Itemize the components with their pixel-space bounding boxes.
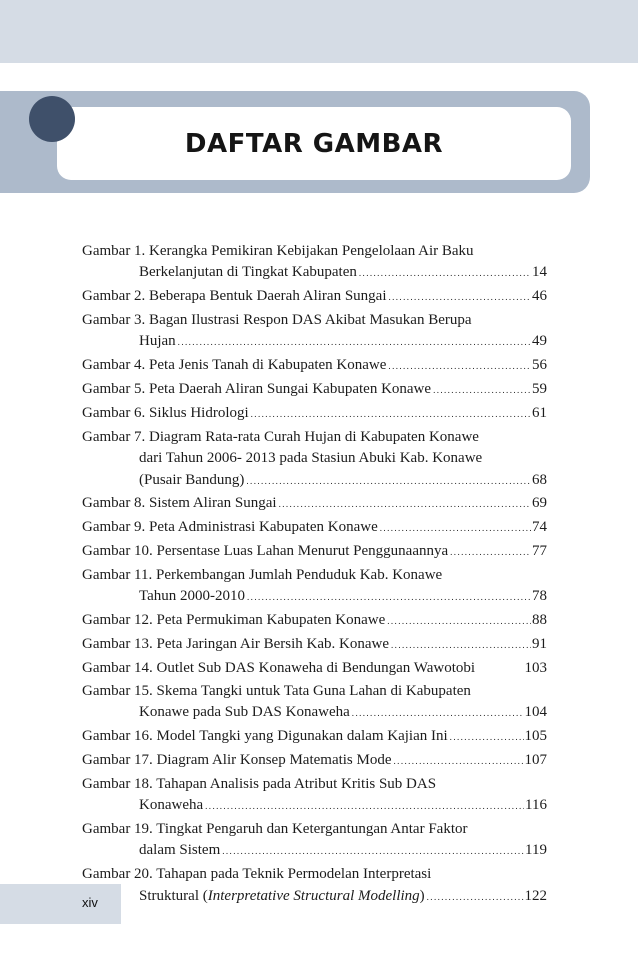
entry-title: Gambar 14. Outlet Sub DAS Konaweha di Bendungan Wawotobi (82, 660, 476, 677)
entry-title: Gambar 2. Beberapa Bentuk Daerah Aliran Sungai (82, 288, 387, 305)
dot-leader (388, 356, 531, 377)
dot-leader (246, 471, 531, 492)
dot-leader (247, 587, 531, 608)
entry-continuation-line (82, 702, 547, 724)
entry-title: Gambar 20. Tahapan pada Teknik Permodelan Interpretasi (82, 866, 432, 883)
entry-title: Gambar 8. Sistem Aliran Sungai (82, 495, 277, 512)
entry-title-line (82, 819, 547, 840)
entry-title-line (82, 310, 547, 331)
dot-leader (394, 751, 524, 772)
entry-page-number: 91 (532, 636, 547, 653)
entry-title-italic: Interpretative Structural Modelling (207, 887, 420, 904)
entry-continuation-line (82, 586, 547, 608)
entry-page-number: 119 (525, 842, 547, 859)
entry-title-line (82, 774, 547, 795)
dot-leader (391, 635, 531, 656)
list-item[interactable] (82, 864, 547, 908)
entry-page-number: 88 (532, 612, 547, 629)
list-item[interactable] (82, 750, 547, 772)
entry-title: Konaweha (139, 797, 204, 814)
entry-title-line (82, 541, 547, 563)
entry-continuation-line (82, 262, 547, 284)
list-item[interactable] (82, 726, 547, 748)
list-item[interactable] (82, 610, 547, 632)
dot-leader (427, 887, 524, 908)
list-item[interactable] (82, 634, 547, 656)
dot-leader (352, 703, 524, 724)
entry-title: Berkelanjutan di Tingkat Kabupaten (139, 264, 357, 281)
entry-page-number: 122 (524, 887, 547, 904)
entry-title (139, 886, 425, 907)
list-item[interactable] (82, 427, 547, 492)
entry-title-line (82, 286, 547, 308)
dot-leader (359, 263, 531, 284)
dot-leader (279, 494, 531, 515)
top-band (0, 0, 638, 63)
entry-page-number: 103 (524, 660, 547, 677)
dot-leader (388, 287, 531, 308)
dot-leader (450, 542, 531, 563)
footer-box (0, 884, 121, 924)
entry-continuation-line (82, 795, 547, 817)
entry-title: Gambar 17. Diagram Alir Konsep Matematis Mode (82, 752, 392, 769)
figure-list (82, 241, 547, 909)
entry-title-line (82, 493, 547, 515)
entry-page-number: 116 (525, 797, 547, 814)
list-item[interactable] (82, 379, 547, 401)
entry-title: Konawe pada Sub DAS Konaweha (139, 704, 350, 721)
entry-title: Hujan (139, 333, 176, 350)
entry-page-number: 105 (524, 728, 547, 745)
entry-title: Gambar 11. Perkembangan Jumlah Penduduk Kab. Konawe (82, 567, 443, 584)
entry-continuation-line (82, 448, 547, 469)
dot-leader (387, 611, 531, 632)
entry-continuation-line (82, 886, 547, 908)
entry-title: Gambar 6. Siklus Hidrologi (82, 405, 249, 422)
entry-page-number: 104 (524, 704, 547, 721)
entry-title: Gambar 9. Peta Administrasi Kabupaten Konawe (82, 519, 378, 536)
entry-page-number: 49 (532, 333, 547, 350)
entry-title: Gambar 4. Peta Jenis Tanah di Kabupaten Konawe (82, 357, 387, 374)
entry-page-number: 14 (532, 264, 547, 281)
entry-title-line (82, 864, 547, 885)
entry-title-part: ) (419, 887, 425, 904)
entry-page-number: 107 (524, 752, 547, 769)
entry-page-number: 68 (532, 471, 547, 488)
entry-continuation-line (82, 840, 547, 862)
entry-title: dari Tahun 2006- 2013 pada Stasiun Abuki Kab. Konawe (139, 450, 483, 467)
entry-title: Gambar 18. Tahapan Analisis pada Atribut Kritis Sub DAS (82, 775, 437, 792)
entry-title-line (82, 610, 547, 632)
entry-title-line (82, 726, 547, 748)
entry-page-number: 46 (532, 288, 547, 305)
list-item[interactable] (82, 355, 547, 377)
entry-title-line (82, 241, 547, 262)
entry-title: Gambar 16. Model Tangki yang Digunakan dalam Kajian Ini (82, 728, 448, 745)
entry-title: Gambar 7. Diagram Rata-rata Curah Hujan di Kabupaten Konawe (82, 428, 479, 445)
entry-title: (Pusair Bandung) (139, 471, 245, 488)
entry-page-number: 74 (532, 519, 547, 536)
list-item[interactable] (82, 658, 547, 679)
dot-leader (251, 404, 531, 425)
entry-title-line (82, 517, 547, 539)
dot-leader (450, 727, 524, 748)
entry-continuation-line (82, 331, 547, 353)
entry-title: Gambar 15. Skema Tangki untuk Tata Guna Lahan di Kabupaten (82, 682, 471, 699)
entry-title: Gambar 3. Bagan Ilustrasi Respon DAS Akibat Masukan Berupa (82, 312, 472, 329)
list-item[interactable] (82, 681, 547, 725)
page-number: xiv (82, 895, 98, 910)
entry-title-line (82, 355, 547, 377)
entry-title: Gambar 13. Peta Jaringan Air Bersih Kab. Konawe (82, 636, 390, 653)
entry-title: Tahun 2000-2010 (139, 588, 246, 605)
entry-title-line (82, 681, 547, 702)
entry-continuation-line (82, 470, 547, 492)
entry-title: dalam Sistem (139, 842, 221, 859)
entry-page-number: 61 (532, 405, 547, 422)
list-item[interactable] (82, 774, 547, 818)
entry-title-line (82, 379, 547, 401)
entry-page-number: 56 (532, 357, 547, 374)
list-item[interactable] (82, 565, 547, 609)
list-item[interactable] (82, 819, 547, 863)
entry-page-number: 78 (532, 588, 547, 605)
dot-leader (433, 380, 531, 401)
entry-title-line (82, 565, 547, 586)
dot-leader (205, 796, 524, 817)
entry-title: Gambar 1. Kerangka Pemikiran Kebijakan Pengelolaan Air Baku (82, 243, 474, 259)
list-item[interactable] (82, 310, 547, 354)
list-item[interactable] (82, 541, 547, 563)
list-item[interactable] (82, 403, 547, 425)
list-item[interactable] (82, 286, 547, 308)
dot-leader (222, 841, 524, 862)
entry-title-line (82, 750, 547, 772)
entry-page-number: 69 (532, 495, 547, 512)
entry-title-line (82, 634, 547, 656)
entry-title: Gambar 12. Peta Permukiman Kabupaten Konawe (82, 612, 386, 629)
entry-page-number: 59 (532, 381, 547, 398)
entry-title-line (82, 658, 547, 679)
entry-title: Gambar 10. Persentase Luas Lahan Menurut Penggunaannya (82, 543, 449, 560)
list-item[interactable] (82, 493, 547, 515)
page-title: DAFTAR GAMBAR (184, 128, 444, 159)
list-item[interactable] (82, 241, 547, 285)
entry-title-line (82, 403, 547, 425)
entry-title: Gambar 19. Tingkat Pengaruh dan Ketergantungan Antar Faktor (82, 821, 468, 838)
entry-page-number: 77 (532, 543, 547, 560)
dot-leader (380, 518, 531, 539)
dot-leader (178, 332, 531, 353)
entry-title-line (82, 427, 547, 448)
entry-title-part: Struktural ( (139, 887, 208, 904)
entry-title: Gambar 5. Peta Daerah Aliran Sungai Kabupaten Konawe (82, 381, 432, 398)
list-item[interactable] (82, 517, 547, 539)
